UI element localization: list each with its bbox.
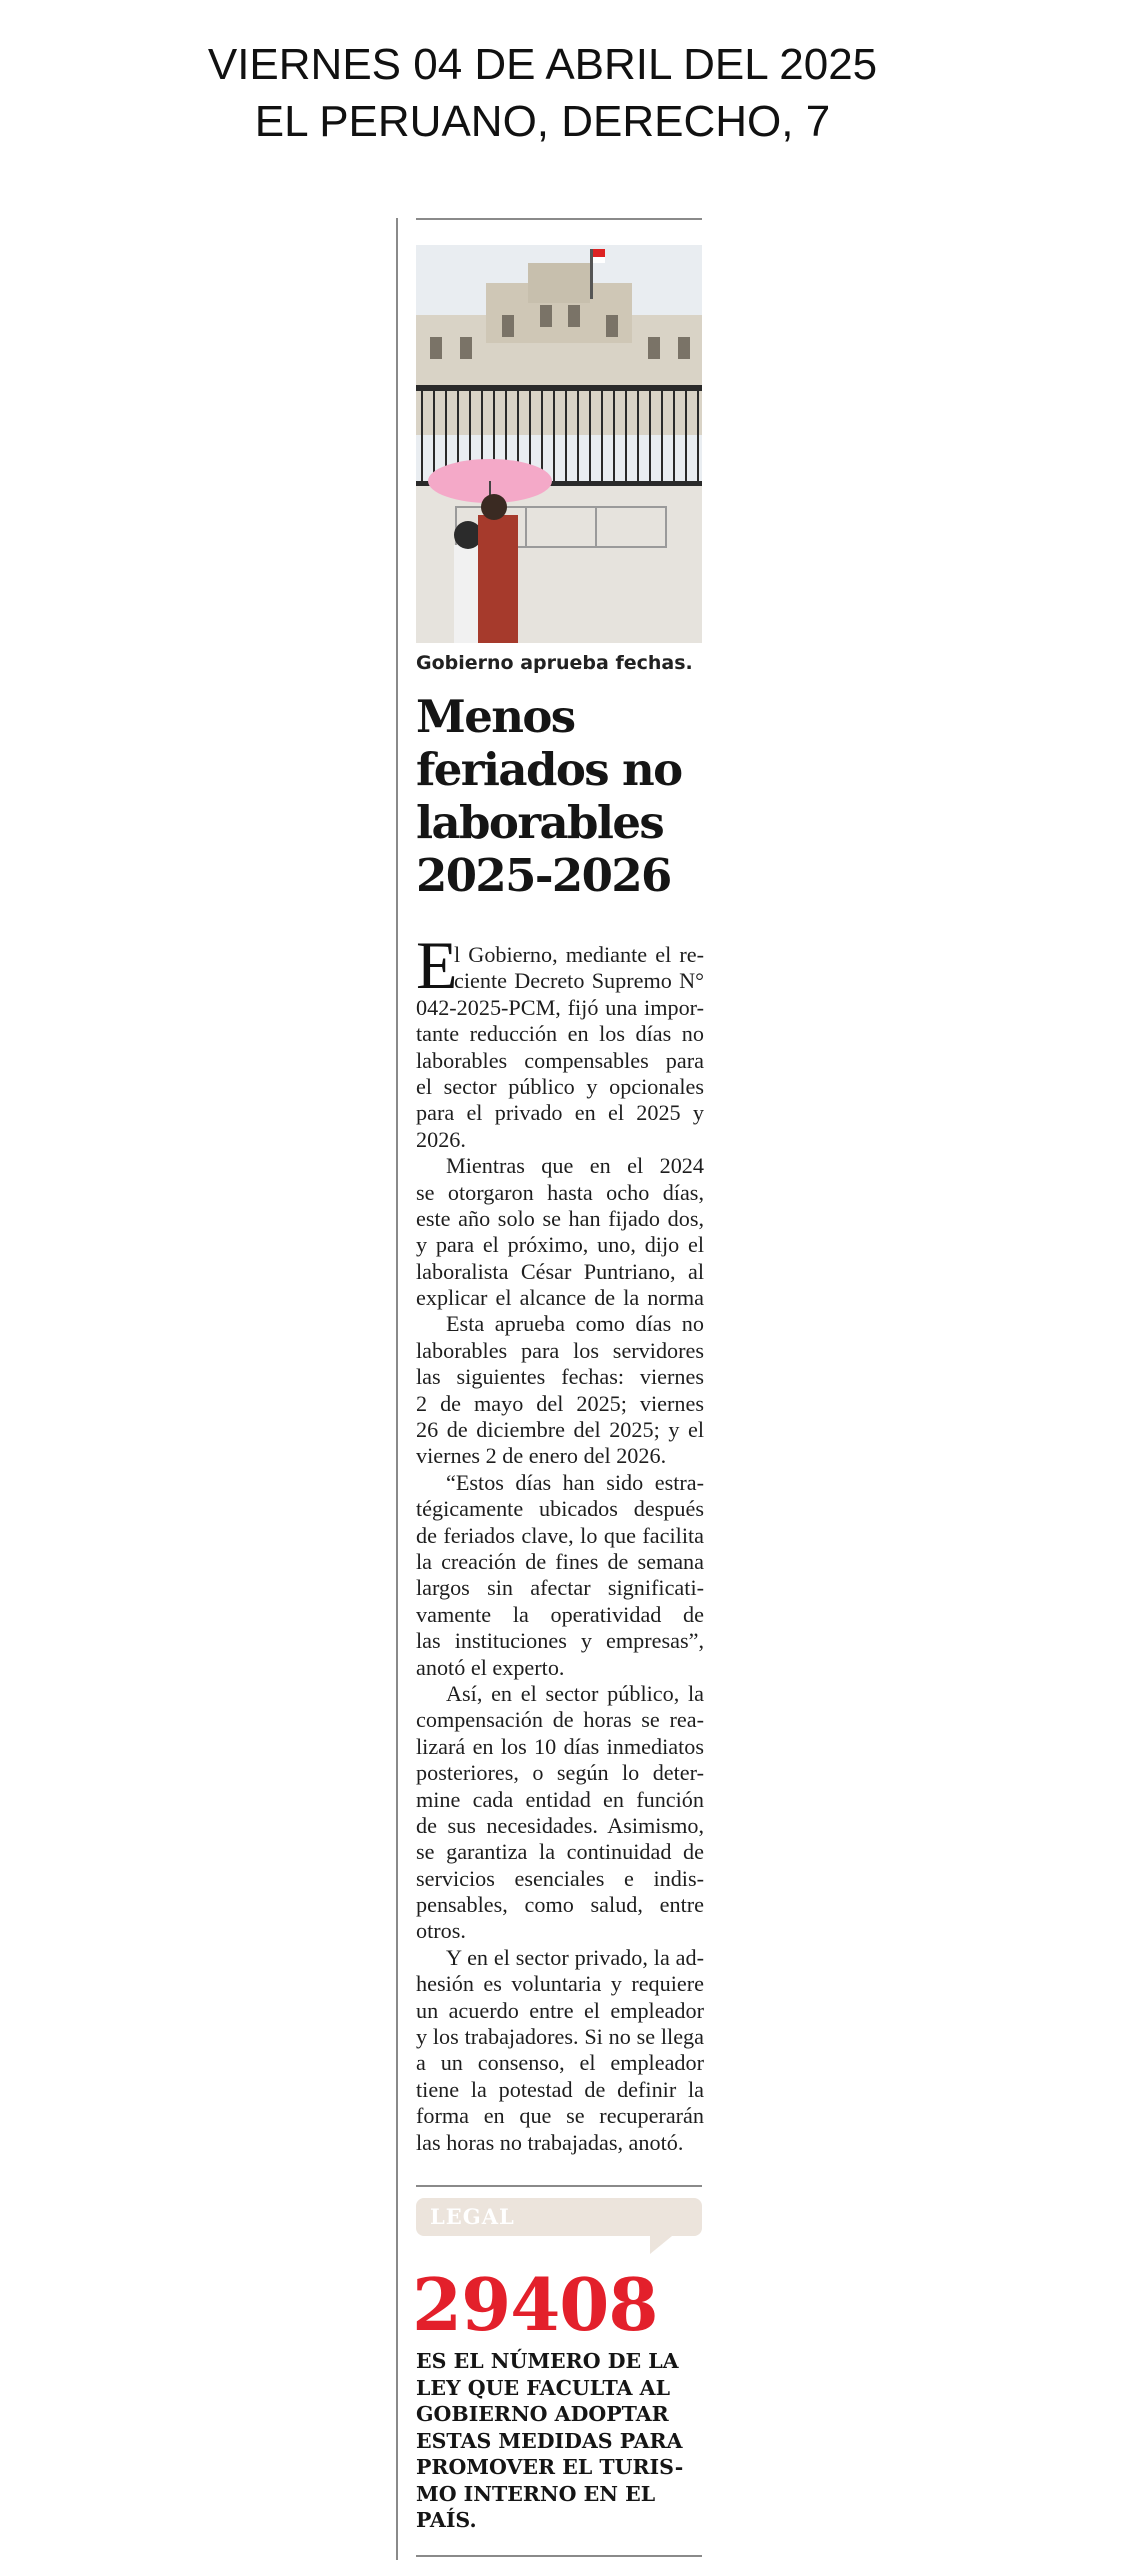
top-rule [416, 218, 702, 220]
law-description-line: GOBIERNO ADOPTAR [416, 2402, 669, 2426]
body-line: un acuerdo entre el empleador [416, 1997, 704, 2023]
page-header [0, 36, 1085, 150]
body-line: anotó el experto. [416, 1654, 565, 1680]
column-divider [396, 218, 398, 2560]
body-line: vamente la operatividad de [416, 1601, 704, 1627]
body-line: lizará en los 10 días inmediatos [416, 1733, 704, 1759]
body-line: 042-2025-PCM, fijó una impor- [416, 994, 704, 1020]
body-line: la creación de fines de semana [416, 1548, 704, 1574]
body-line: para el privado en el 2025 y [416, 1100, 704, 1126]
body-line: forma en que se recuperarán [416, 2103, 704, 2129]
body-line: largos sin afectar significati- [416, 1575, 704, 1601]
headline-line: feriados no [416, 743, 682, 796]
body-line: las instituciones y empresas”, [416, 1628, 704, 1654]
law-description-line: ES EL NÚMERO DE LA [416, 2349, 679, 2373]
law-description [416, 2348, 706, 2534]
body-line: Mientras que en el 2024 [446, 1153, 704, 1179]
body-line: se garantiza la continuidad de [416, 1839, 704, 1865]
body-line: ciente Decreto Supremo N° [454, 968, 704, 994]
body-line: servicios esenciales e indis- [416, 1865, 704, 1891]
body-line: Y en el sector privado, la ad- [446, 1944, 704, 1970]
body-line: 26 de diciembre del 2025; y el [416, 1417, 704, 1443]
body-line: el sector público y opcionales [416, 1073, 704, 1099]
body-line: tégicamente ubicados después [416, 1496, 704, 1522]
body-line: de sus necesidades. Asimismo, [416, 1812, 704, 1838]
body-line: 2026. [416, 1126, 466, 1152]
bottom-rule [416, 2555, 702, 2557]
body-line: mine cada entidad en función [416, 1786, 704, 1812]
body-line: explicar el alcance de la norma [416, 1285, 704, 1311]
article-body [416, 942, 704, 2156]
law-description-line: MO INTERNO EN EL [416, 2481, 656, 2506]
law-description-line: LEY QUE FACULTA AL [416, 2375, 670, 2400]
law-number: 29408 [412, 2262, 658, 2347]
body-line: se otorgaron hasta ocho días, [416, 1179, 704, 1205]
body-line: viernes 2 de enero del 2026. [416, 1443, 667, 1469]
body-line: l Gobierno, mediante el re- [454, 942, 704, 967]
law-description-line: PAÍS. [416, 2508, 477, 2532]
body-line: pensables, como salud, entre [416, 1892, 704, 1918]
body-line: las horas no trabajadas, anotó. [416, 2129, 684, 2155]
body-line: laboralista César Puntriano, al [416, 1258, 704, 1284]
legal-tab-pointer [650, 2236, 672, 2254]
drop-cap: E [416, 927, 458, 1003]
header-date: VIERNES 04 DE ABRIL DEL 2025 [207, 40, 878, 89]
article-photo [416, 245, 702, 643]
body-line: tante reducción en los días no [416, 1021, 704, 1047]
body-line: laborables compensables para [416, 1047, 704, 1073]
body-line: laborables para los servidores [416, 1337, 704, 1363]
headline-line: 2025-2026 [416, 849, 671, 902]
section-rule [416, 2185, 702, 2187]
body-line: 2 de mayo del 2025; viernes [416, 1390, 704, 1416]
legal-label: LEGAL [430, 2204, 515, 2229]
article-headline [416, 690, 716, 902]
body-line: este año solo se han fijado dos, [416, 1205, 704, 1231]
photo-caption: Gobierno aprueba fechas. [416, 652, 693, 674]
body-line: “Estos días han sido estra- [446, 1469, 704, 1495]
headline-line: Menos [416, 690, 575, 743]
body-line: y los trabajadores. Si no se llega [416, 2024, 704, 2050]
headline-line: laborables [416, 796, 664, 849]
body-line: hesión es voluntaria y requiere [416, 1971, 704, 1997]
law-description-line: ESTAS MEDIDAS PARA [416, 2428, 683, 2453]
body-line: y para el próximo, uno, dijo el [416, 1232, 704, 1258]
body-line: Así, en el sector público, la [446, 1680, 704, 1706]
body-line: las siguientes fechas: viernes [416, 1364, 704, 1390]
law-description-line: PROMOVER EL TURIS- [416, 2455, 684, 2479]
body-line: de feriados clave, lo que facilita [416, 1522, 704, 1548]
body-line: posteriores, o según lo deter- [416, 1760, 704, 1786]
body-line: a un consenso, el empleador [416, 2050, 704, 2076]
legal-tab [416, 2198, 702, 2236]
body-line: compensación de horas se rea- [416, 1707, 704, 1733]
body-line: otros. [416, 1918, 466, 1944]
body-line: tiene la potestad de definir la [416, 2076, 704, 2102]
body-line: Esta aprueba como días no [446, 1311, 704, 1337]
header-source: EL PERUANO, DERECHO, 7 [254, 97, 831, 146]
